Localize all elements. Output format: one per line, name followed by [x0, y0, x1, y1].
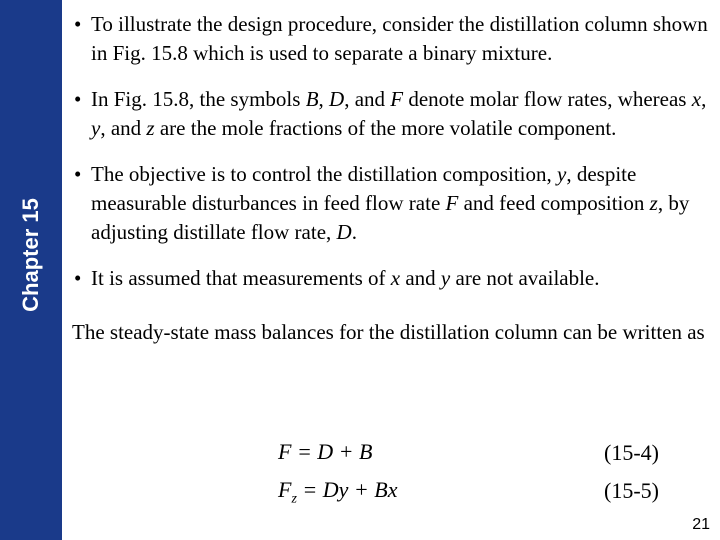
bullet-item	[72, 85, 708, 143]
bullet-text: The objective is to control the distillation composition, y, despite measurable disturbances in feed flow rate F and feed composition z, by adjusting distillate flow rate, D.	[91, 162, 690, 244]
equation-15-4	[278, 439, 372, 465]
bullet-item	[72, 10, 708, 68]
slide-content	[72, 10, 708, 347]
equation-number: (15-4)	[604, 440, 659, 465]
bullet-text: In Fig. 15.8, the symbols B, D, and F denote molar flow rates, whereas x, y, and z are the mole fractions of the more volatile component.	[91, 87, 707, 140]
equation-rhs: = Dy + Bx	[302, 477, 398, 502]
bullet-item	[72, 160, 708, 247]
bullet-item	[72, 264, 708, 293]
equation-lhs: F	[278, 477, 292, 502]
bullet-text: To illustrate the design procedure, consider the distillation column shown in Fig. 15.8 which is used to separate a binary mixture.	[91, 12, 708, 65]
bullet-list	[72, 10, 708, 293]
equation-lhs-subscript: z	[291, 491, 297, 507]
chapter-sidebar	[0, 0, 62, 540]
chapter-label: Chapter 15	[18, 198, 43, 312]
equation-rhs: = D + B	[296, 439, 373, 464]
equation-lhs: F	[278, 439, 292, 464]
page-number: 21	[692, 516, 710, 533]
body-paragraph: The steady-state mass balances for the distillation column can be written as	[72, 320, 705, 344]
equation-15-5	[278, 477, 397, 507]
equation-number: (15-5)	[604, 478, 659, 503]
bullet-text: It is assumed that measurements of x and y are not available.	[91, 266, 600, 290]
